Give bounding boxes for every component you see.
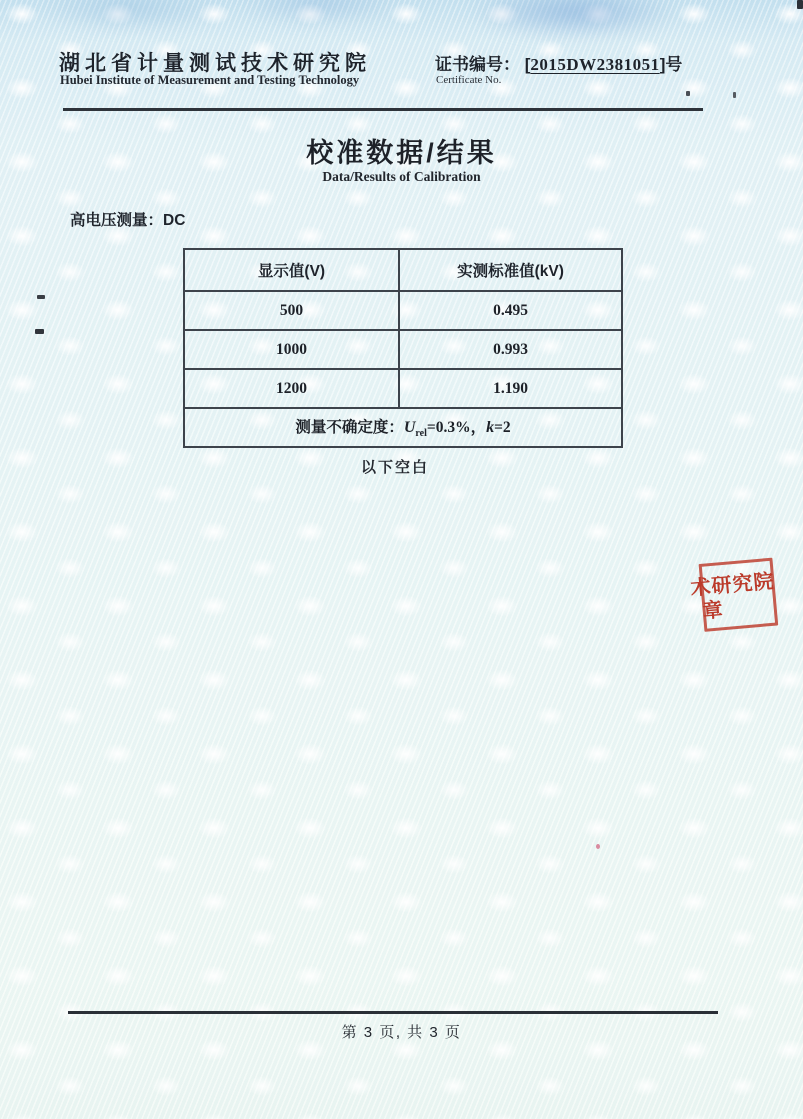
scan-speck xyxy=(733,92,736,98)
uncertainty-u-subscript: rel xyxy=(415,428,427,440)
stamp-text-line2: 章 xyxy=(701,599,724,623)
table-row xyxy=(184,369,622,408)
scan-speck xyxy=(686,91,690,96)
measured-value-cell: 0.495 xyxy=(399,291,622,330)
certificate-number: 2015DW2381051 xyxy=(530,55,660,74)
displayed-value-cell: 1200 xyxy=(184,369,399,408)
measured-value-cell: 0.993 xyxy=(399,330,622,369)
document-title-en: Data/Results of Calibration xyxy=(322,169,481,184)
calibration-data-table xyxy=(183,248,623,448)
scan-speck xyxy=(797,0,803,9)
table-row xyxy=(184,291,622,330)
uncertainty-u-value: =0.3%， xyxy=(426,419,487,437)
scan-blue-tint xyxy=(470,0,680,40)
uncertainty-k-value: =2 xyxy=(494,419,511,437)
table-row xyxy=(184,330,622,369)
scan-speck xyxy=(35,329,44,334)
scan-speck xyxy=(37,295,45,299)
displayed-value-cell: 500 xyxy=(184,291,399,330)
certificate-no-label-en: Certificate No. xyxy=(436,74,502,86)
uncertainty-k-symbol: k xyxy=(486,419,495,437)
certificate-no-label-cn: 证书编号： xyxy=(435,55,520,74)
measurement-uncertainty-cell xyxy=(184,408,622,447)
measured-value-cell: 1.190 xyxy=(399,369,622,408)
measurement-section-label: 高电压测量：DC xyxy=(70,212,186,229)
uncertainty-row xyxy=(184,408,622,447)
institute-name-en: Hubei Institute of Measurement and Testing Technology xyxy=(60,73,360,87)
header-divider-line xyxy=(63,108,703,111)
document-title-cn: 校准数据/结果 xyxy=(306,138,497,168)
red-seal-stamp xyxy=(689,552,776,628)
uncertainty-u-symbol: U xyxy=(403,419,416,437)
page-number: 第 3 页, 共 3 页 xyxy=(341,1024,462,1041)
scan-speck xyxy=(596,844,600,849)
column-header-displayed-value: 显示值(V) xyxy=(184,249,399,291)
stamp-text-line1: 术研究院 xyxy=(689,570,776,600)
uncertainty-label: 测量不确定度： xyxy=(295,419,404,437)
scan-blue-tint xyxy=(240,0,400,26)
certificate-no-close-bracket: ]号 xyxy=(659,55,683,74)
footer-divider-line xyxy=(68,1011,718,1014)
table-header-row xyxy=(184,249,622,291)
displayed-value-cell: 1000 xyxy=(184,330,399,369)
certificate-number-line xyxy=(435,50,682,75)
column-header-measured-standard-value: 实测标准值(kV) xyxy=(399,249,622,291)
institute-name-cn: 湖北省计量测试技术研究院 xyxy=(59,52,371,75)
scan-blue-tint xyxy=(40,0,220,32)
certificate-no-open-bracket: [ xyxy=(524,55,531,74)
blank-below-note: 以下空白 xyxy=(360,459,429,476)
